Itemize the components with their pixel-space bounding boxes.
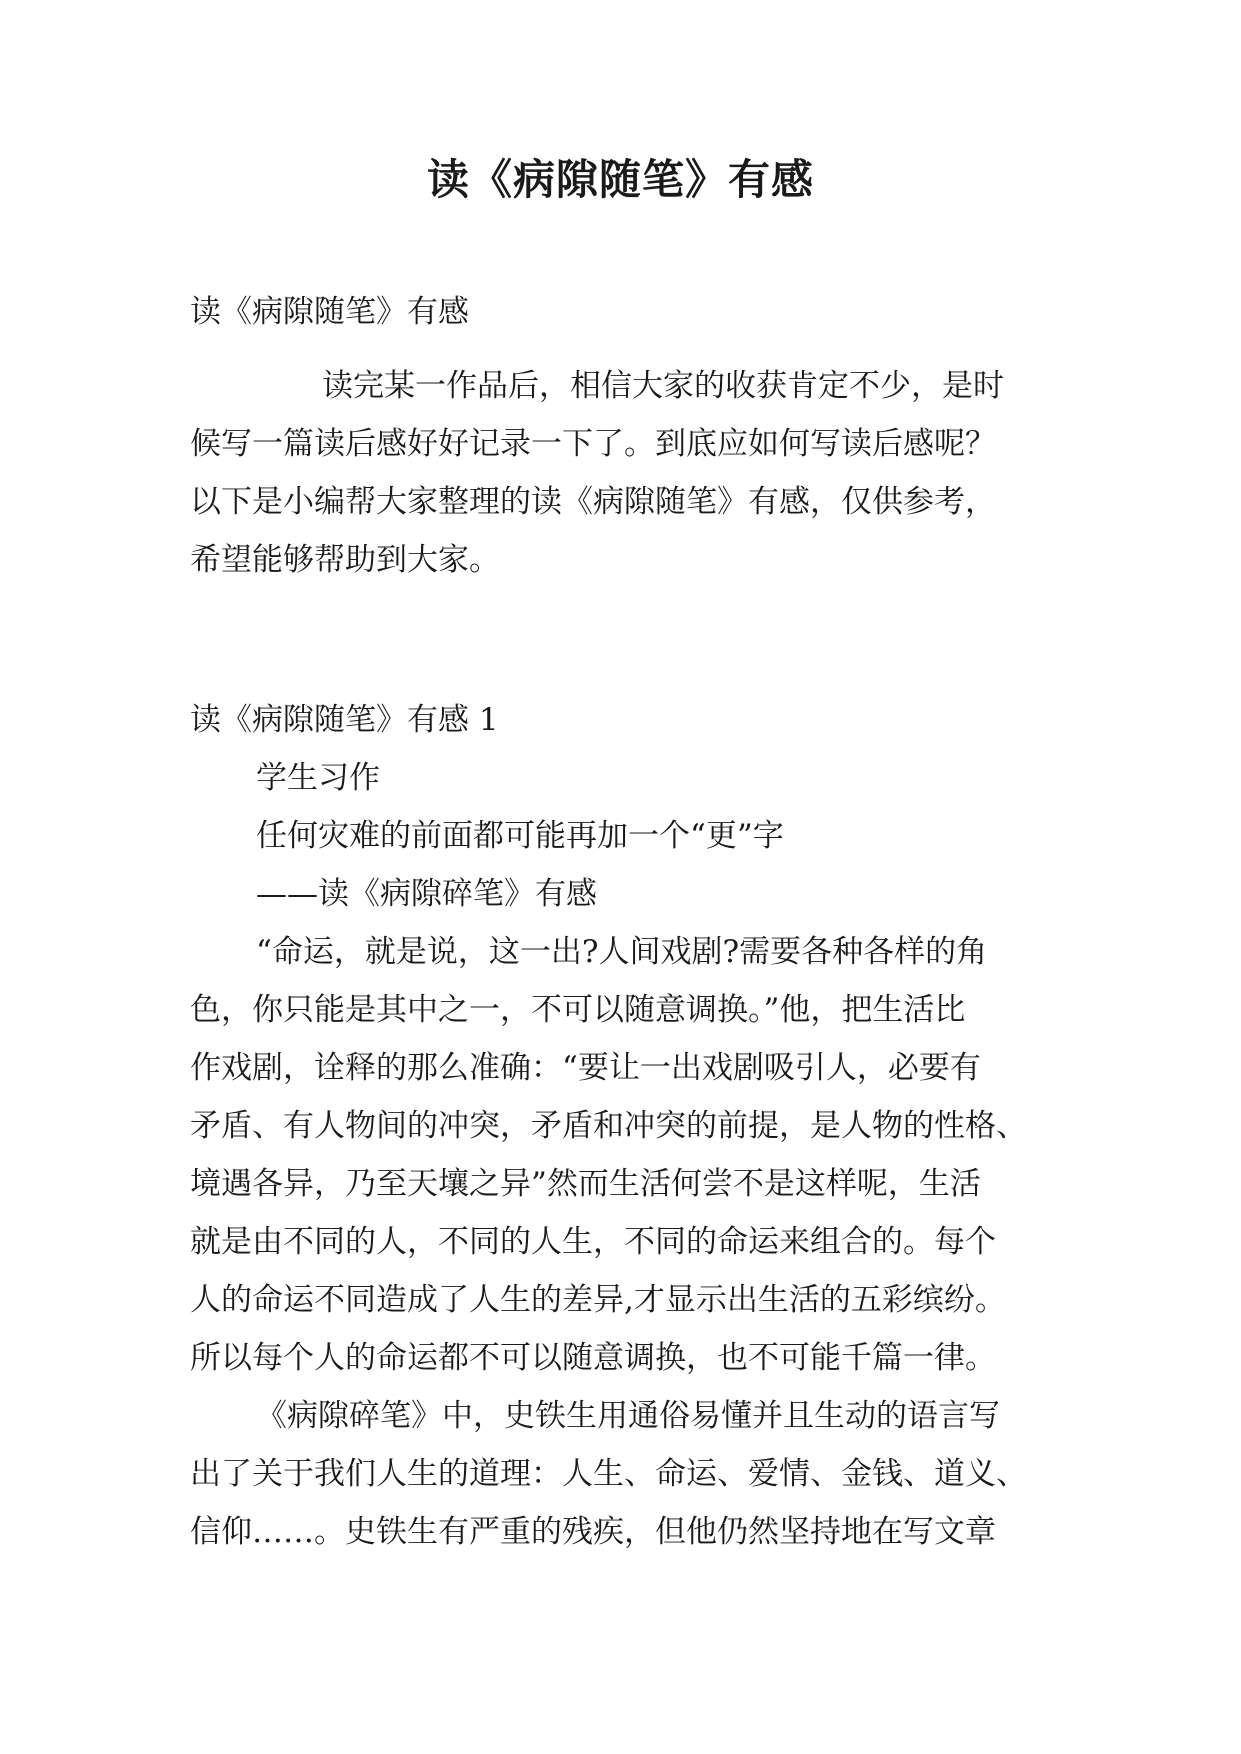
body-line-1: “命运，就是说，这一出?人间戏剧?需要各种各样的角 [256, 934, 988, 970]
intro-line-3: 以下是小编帮大家整理的读《病隙随笔》有感，仅供参考， [190, 484, 996, 520]
meta-line-essay-title: 任何灾难的前面都可能再加一个“更”字 [256, 818, 784, 854]
intro-line-2: 候写一篇读后感好好记录一下了。到底应如何写读后感呢？ [190, 426, 996, 462]
intro-line-4: 希望能够帮助到大家。 [190, 542, 500, 578]
body-line-9: 《病隙碎笔》中，史铁生用通俗易懂并且生动的语言写 [256, 1398, 1000, 1434]
document-subtitle: 读《病隙随笔》有感 [190, 294, 469, 330]
meta-line-essay-subtitle: ——读《病隙碎笔》有感 [256, 876, 597, 912]
intro-line-1: 读完某一作品后，相信大家的收获肯定不少，是时 [322, 368, 1004, 404]
body-line-7: 人的命运不同造成了人生的差异,才显示出生活的五彩缤纷。 [190, 1282, 1006, 1318]
section-heading: 读《病隙随笔》有感 1 [190, 702, 499, 738]
document-title: 读《病隙随笔》有感 [426, 155, 814, 204]
body-line-11: 信仰……。史铁生有严重的残疾，但他仍然坚持地在写文章 [190, 1514, 996, 1550]
body-line-8: 所以每个人的命运都不可以随意调换，也不可能千篇一律。 [190, 1340, 996, 1376]
body-line-6: 就是由不同的人，不同的人生，不同的命运来组合的。每个 [190, 1224, 996, 1260]
body-line-2: 色，你只能是其中之一，不可以随意调换。”他，把生活比 [190, 992, 966, 1028]
body-line-10: 出了关于我们人生的道理：人生、命运、爱情、金钱、道义、 [190, 1456, 1027, 1492]
body-line-4: 矛盾、有人物间的冲突，矛盾和冲突的前提，是人物的性格、 [190, 1108, 1027, 1144]
body-line-5: 境遇各异，乃至天壤之异”然而生活何尝不是这样呢，生活 [190, 1166, 981, 1202]
meta-line-author-type: 学生习作 [256, 760, 380, 796]
body-line-3: 作戏剧，诠释的那么准确：“要让一出戏剧吸引人，必要有 [190, 1050, 981, 1086]
